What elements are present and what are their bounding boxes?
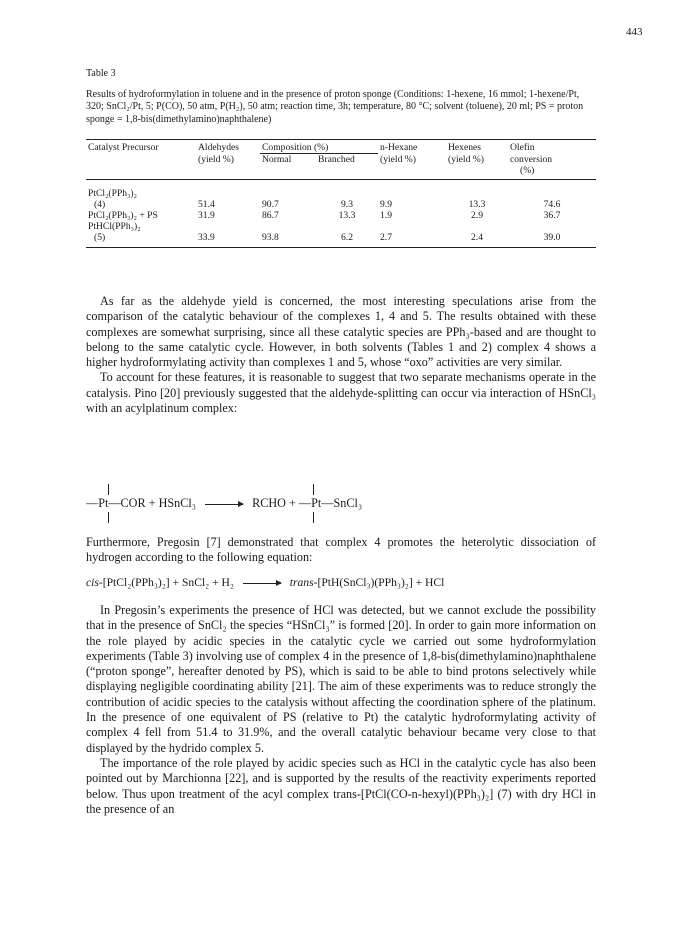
arrow-icon	[243, 583, 281, 584]
cell-aldehydes: 31.9	[198, 209, 215, 221]
table-row	[86, 210, 596, 221]
row-name: PtCl₂(PPh₃)₂ + PS	[88, 209, 158, 221]
row-id: (4)	[94, 198, 106, 210]
header-olefin-unit	[508, 154, 596, 180]
table-caption-block	[86, 68, 596, 126]
equation-rhs: -[PtH(SnCl₃)(PPh₃)₂] + HCl	[313, 576, 445, 589]
cell-aldehydes: 51.4	[198, 198, 215, 210]
arrow-icon	[205, 504, 243, 505]
cell-branched: 13.3	[338, 209, 356, 221]
header-aldehydes: Aldehydes	[196, 140, 260, 154]
table-caption: Results of hydroformylation in toluene and in the presence of proton sponge (Conditions: 1-hexene, 16 mmol; 1-hexene/Pt, 320; SnCl₂/Pt, 5; P(CO), 50 atm, P(H₂), 50 atm; reaction time, 3h; temperature, 80 °C; solvent (toluene), 20 ml; PS = proton sponge = 1,8-bis(dimethylamino)naphthalene)	[86, 88, 584, 125]
paragraph: To account for these features, it is reasonable to suggest that two separate mechanisms operate in the catalysis. Pino [20] previously suggested that the aldehyde-splitting can occur via interaction of HSnCl₃ with an acylplatinum complex:	[86, 370, 596, 416]
header-composition: Composition (%)	[260, 140, 378, 154]
cell-branched: 9.3	[341, 198, 353, 210]
header-branched: Branched	[316, 154, 378, 180]
bond-line	[313, 512, 314, 523]
cell-hexane: 1.9	[380, 209, 392, 221]
equation-prefix-trans: trans	[289, 576, 314, 589]
cell-hexenes: 2.4	[446, 232, 508, 248]
paragraph: Furthermore, Pregosin [7] demonstrated that complex 4 promotes the heterolytic dissociation of hydrogen according to the following equation:	[86, 535, 596, 565]
equation-lhs: -[PtCl₂(PPh₃)₂] + SnCl₂ + H₂	[98, 576, 234, 589]
row-id: (5)	[86, 232, 196, 248]
header-olefin-unit-1: conversion	[510, 153, 553, 165]
table-row	[86, 199, 596, 210]
bond-line	[313, 484, 314, 495]
header-hexenes-unit: (yield %)	[446, 154, 508, 180]
header-catalyst: Catalyst Precursor	[86, 140, 196, 154]
cell-aldehydes: 33.9	[196, 232, 260, 248]
paragraph: As far as the aldehyde yield is concerned, the most interesting speculations arise from the comparison of the catalytic behaviour of the complexes 1, 4 and 5. The results obtained with these complexes are somewhat surprising, since all these catalytic species are PPh₃-based and are thought to belong to the same catalytic cycle. However, in both solvents (Tables 1 and 2) complex 4 shows a higher hydroformylating activity than complexes 1 and 5, whose “oxo” activities are very similar.	[86, 294, 596, 370]
equation-h2-dissociation	[86, 576, 606, 589]
cell-olefin: 74.6	[543, 198, 561, 210]
header-aldehydes-unit: (yield %)	[196, 154, 260, 180]
equation-acyl-splitting	[86, 496, 606, 511]
results-table	[86, 139, 596, 248]
equation-lhs: —Pt—COR + HSnCl₃	[86, 496, 197, 510]
table-row	[86, 179, 596, 199]
header-hexenes: Hexenes	[446, 140, 508, 154]
cell-olefin: 36.7	[543, 209, 561, 221]
header-olefin-unit-2: (%)	[520, 164, 535, 176]
header-olefin: Olefin	[508, 140, 596, 154]
bond-line	[108, 484, 109, 495]
cell-hexane: 9.9	[380, 198, 392, 210]
body-text-lower	[86, 603, 596, 817]
table-row	[86, 221, 596, 232]
paragraph: In Pregosin’s experiments the presence of HCl was detected, but we cannot exclude the possibility that in the presence of SnCl₂ the species “HSnCl₃” is formed [20]. In order to gain more information on the role played by acidic species in the catalytic cycle we carried out some hydroformylation experiments (Table 3) involving use of complex 4 in the presence of 1,8-bis(dimethylamino)naphthalene (“proton sponge”, hereafter denoted by PS), which is said to be able to bind protons selectively while displaying negligible coordinating ability [21]. The aim of these experiments was to reduce strongly the contribution of acidic species to the catalysis without affecting the coordination sphere of the platinum. In the presence of one equivalent of PS (relative to Pt) the catalytic hydroformylating activity of complex 4 fell from 51.4 to 31.9%, and the overall catalytic behaviour became very close to that displayed by the hydrido complex 5.	[86, 603, 596, 755]
bond-line	[108, 512, 109, 523]
cell-normal: 90.7	[262, 198, 279, 210]
cell-hexane: 2.7	[378, 232, 446, 248]
row-name: PtCl₂(PPh₃)₂	[88, 187, 137, 199]
paragraph: The importance of the role played by acidic species such as HCl in the catalytic cycle has also been pointed out by Marchionna [22], and is supported by the results of the reactivity experiments reported below. Thus upon treatment of the acyl complex trans-[PtCl(CO-n-hexyl)(PPh₃)₂] (7) with dry HCl in the presence of an	[86, 755, 596, 816]
page-number: 443	[626, 26, 643, 38]
body-text-middle	[86, 535, 596, 566]
header-normal: Normal	[260, 154, 316, 180]
table-label: Table 3	[86, 68, 116, 79]
table-row	[86, 232, 596, 248]
cell-hexenes: 13.3	[468, 198, 486, 210]
header-hexane-unit: (yield %)	[378, 154, 446, 180]
header-hexane: n-Hexane	[378, 140, 446, 154]
cell-olefin: 39.0	[508, 232, 596, 248]
row-name: PtHCl(PPh₃)₂	[88, 220, 141, 232]
cell-branched: 6.2	[316, 232, 378, 248]
cell-hexenes: 2.9	[471, 209, 483, 221]
equation-prefix-cis: cis	[86, 576, 99, 589]
cell-normal: 93.8	[260, 232, 316, 248]
cell-normal: 86.7	[262, 209, 279, 221]
body-text-upper	[86, 294, 596, 416]
equation-rhs: RCHO + —Pt—SnCl₃	[252, 496, 363, 510]
